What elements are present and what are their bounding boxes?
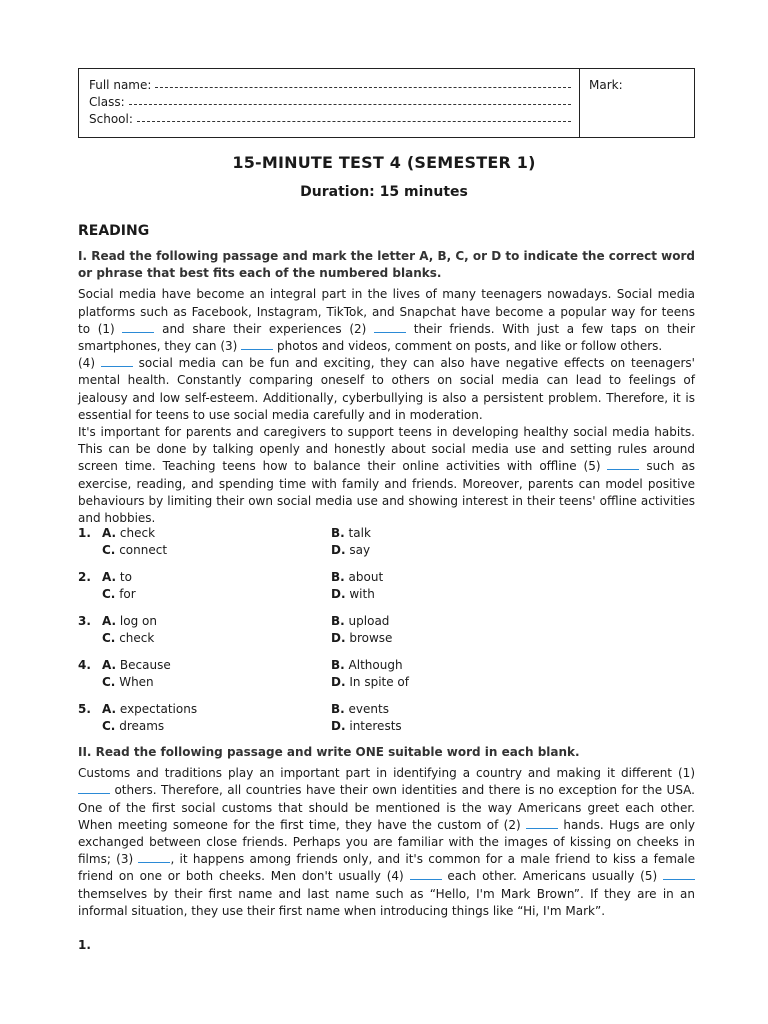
- option-a[interactable]: [102, 525, 155, 542]
- option-d[interactable]: [331, 718, 402, 735]
- option-text: events: [348, 702, 389, 716]
- student-info-fields: [79, 69, 580, 137]
- blank-5[interactable]: [607, 459, 639, 470]
- option-letter: D.: [331, 631, 346, 645]
- class-blank[interactable]: [129, 94, 571, 105]
- question-number: 3.: [78, 614, 91, 628]
- option-text: expectations: [119, 702, 198, 716]
- option-c[interactable]: [102, 542, 167, 559]
- passage1-paragraph1: [78, 286, 695, 355]
- p3-s2: such as exercise, reading, and spending time with family and friends. Moreover, parents can model positive behaviours by limiting their own social media use and showing interest in their teens' offline activities and hobbies.: [78, 459, 695, 526]
- option-text: Although: [348, 658, 403, 672]
- option-b[interactable]: [331, 569, 383, 586]
- option-letter: B.: [331, 702, 345, 716]
- option-c[interactable]: [102, 630, 154, 647]
- option-letter: B.: [331, 526, 345, 540]
- option-d[interactable]: [331, 542, 370, 559]
- option-text: In spite of: [349, 675, 409, 689]
- school-blank[interactable]: [137, 111, 571, 122]
- option-text: check: [119, 526, 156, 540]
- option-text: dreams: [119, 719, 165, 733]
- blank-ii-1[interactable]: [78, 783, 110, 794]
- option-letter: B.: [331, 658, 345, 672]
- option-b[interactable]: [331, 657, 403, 674]
- blank-ii-3[interactable]: [138, 852, 170, 863]
- option-letter: C.: [102, 719, 116, 733]
- option-b[interactable]: [331, 613, 389, 630]
- blank-3[interactable]: [241, 339, 273, 350]
- option-d[interactable]: [331, 674, 409, 691]
- option-letter: A.: [102, 702, 117, 716]
- option-d[interactable]: [331, 630, 392, 647]
- full-name-label: Full name:: [89, 78, 152, 92]
- passage2-paragraph: [78, 765, 695, 920]
- option-letter: C.: [102, 631, 116, 645]
- option-a[interactable]: [102, 701, 197, 718]
- option-letter: B.: [331, 614, 345, 628]
- option-a[interactable]: [102, 613, 157, 630]
- class-line[interactable]: [89, 94, 579, 111]
- option-letter: D.: [331, 587, 346, 601]
- test-title: 15-MINUTE TEST 4 (SEMESTER 1): [232, 153, 536, 172]
- option-letter: C.: [102, 675, 116, 689]
- test-duration: Duration: 15 minutes: [300, 184, 468, 200]
- option-b[interactable]: [331, 701, 389, 718]
- option-letter: C.: [102, 543, 116, 557]
- passage1-paragraph3: [78, 424, 695, 527]
- class-label: Class:: [89, 95, 125, 109]
- school-label: School:: [89, 112, 133, 126]
- blank-4[interactable]: [101, 356, 133, 367]
- option-text: about: [348, 570, 384, 584]
- option-letter: D.: [331, 719, 346, 733]
- option-letter: A.: [102, 526, 117, 540]
- option-text: log on: [119, 614, 157, 628]
- p1-s4: photos and videos, comment on posts, and like or follow others.: [277, 339, 663, 354]
- option-b[interactable]: [331, 525, 371, 542]
- option-text: talk: [348, 526, 371, 540]
- option-d[interactable]: [331, 586, 375, 603]
- mark-label: Mark:: [589, 78, 623, 92]
- blank-2[interactable]: [374, 322, 406, 333]
- option-text: connect: [119, 543, 168, 557]
- p2-s2: social media can be fun and exciting, they can also have negative effects on teenagers' mental health. Constantly comparing oneself to others on social media can lead to feelings of jealousy and low self-esteem. Additionally, cyberbullying is also a persistent problem. Therefore, it is essential for teens to use social media carefully and in moderation.: [78, 356, 695, 422]
- p4-s6: themselves by their first name and last name such as “Hello, I'm Mark Brown”. If they are in an informal situation, they use their first name when introducing things like “Hi, I'm Mark”.: [78, 886, 695, 918]
- blank-ii-4[interactable]: [410, 869, 442, 880]
- p4-s2: others. Therefore, all countries have their own identities and there is no exception for the USA. One of the first social customs that should be mentioned is the way Americans greet each other. When meeting someone for the first time, they have the custom of (2): [78, 783, 695, 832]
- question-number: 2.: [78, 570, 91, 584]
- p2-s1: (4): [78, 356, 95, 371]
- blank-ii-2[interactable]: [526, 818, 558, 829]
- blank-1[interactable]: [122, 322, 154, 333]
- mark-cell: [580, 69, 694, 137]
- question-number: 1.: [78, 526, 91, 540]
- option-c[interactable]: [102, 718, 164, 735]
- option-c[interactable]: [102, 586, 136, 603]
- p3-s1: It's important for parents and caregivers to support teens in developing healthy social media habits. This can be done by talking openly and honestly about social media use and setting rules around screen time. Teaching teens how to balance their online activities with offline (5): [78, 425, 695, 474]
- blank-ii-5[interactable]: [663, 869, 695, 880]
- option-letter: D.: [331, 543, 346, 557]
- p4-s5: each other. Americans usually (5): [447, 869, 658, 884]
- option-text: to: [119, 570, 132, 584]
- full-name-line[interactable]: [89, 77, 579, 94]
- school-line[interactable]: [89, 111, 579, 128]
- question-number: 4.: [78, 658, 91, 672]
- option-c[interactable]: [102, 674, 154, 691]
- part1-section: [78, 248, 695, 527]
- reading-heading: READING: [78, 223, 150, 239]
- p1-s1: Social media have become an integral part in the lives of many teenagers nowadays. Social media platforms such as Facebook, Instagram, TikTok, and Snapchat have become a popular way for teens to (1): [78, 287, 695, 336]
- option-letter: D.: [331, 675, 346, 689]
- option-text: Because: [119, 658, 171, 672]
- p1-s3: their friends. With just a few taps on their smartphones, they can (3): [78, 321, 695, 354]
- option-text: browse: [349, 631, 393, 645]
- part2-instruction: II. Read the following passage and write ONE suitable word in each blank.: [78, 745, 580, 759]
- p4-s3: hands. Hugs are only exchanged between close friends. Perhaps you are familiar with the images of kissing on cheeks in films; (3): [78, 817, 695, 867]
- option-letter: A.: [102, 658, 117, 672]
- option-text: say: [349, 543, 371, 557]
- p4-s1: Customs and traditions play an important part in identifying a country and making it different (1): [78, 766, 695, 781]
- p4-s4: , it happens among friends only, and it's common for a male friend to kiss a female friend on one or both cheeks. Men don't usually (4): [78, 852, 695, 884]
- passage1-paragraph2: [78, 355, 695, 424]
- option-a[interactable]: [102, 569, 132, 586]
- p1-s2: and share their experiences (2): [162, 321, 367, 336]
- full-name-blank[interactable]: [155, 77, 571, 88]
- option-letter: A.: [102, 570, 117, 584]
- option-letter: C.: [102, 587, 116, 601]
- option-letter: A.: [102, 614, 117, 628]
- answer-line-1[interactable]: 1.: [78, 938, 91, 952]
- option-text: check: [119, 631, 155, 645]
- option-text: upload: [348, 614, 390, 628]
- option-text: with: [349, 587, 375, 601]
- option-text: When: [119, 675, 154, 689]
- student-info-box: [78, 68, 695, 138]
- option-text: for: [119, 587, 136, 601]
- option-a[interactable]: [102, 657, 171, 674]
- option-text: interests: [349, 719, 402, 733]
- part1-instruction: I. Read the following passage and mark the letter A, B, C, or D to indicate the correct word or phrase that best fits each of the numbered blanks.: [78, 249, 695, 281]
- question-number: 5.: [78, 702, 91, 716]
- part2-section: [78, 744, 695, 920]
- option-letter: B.: [331, 570, 345, 584]
